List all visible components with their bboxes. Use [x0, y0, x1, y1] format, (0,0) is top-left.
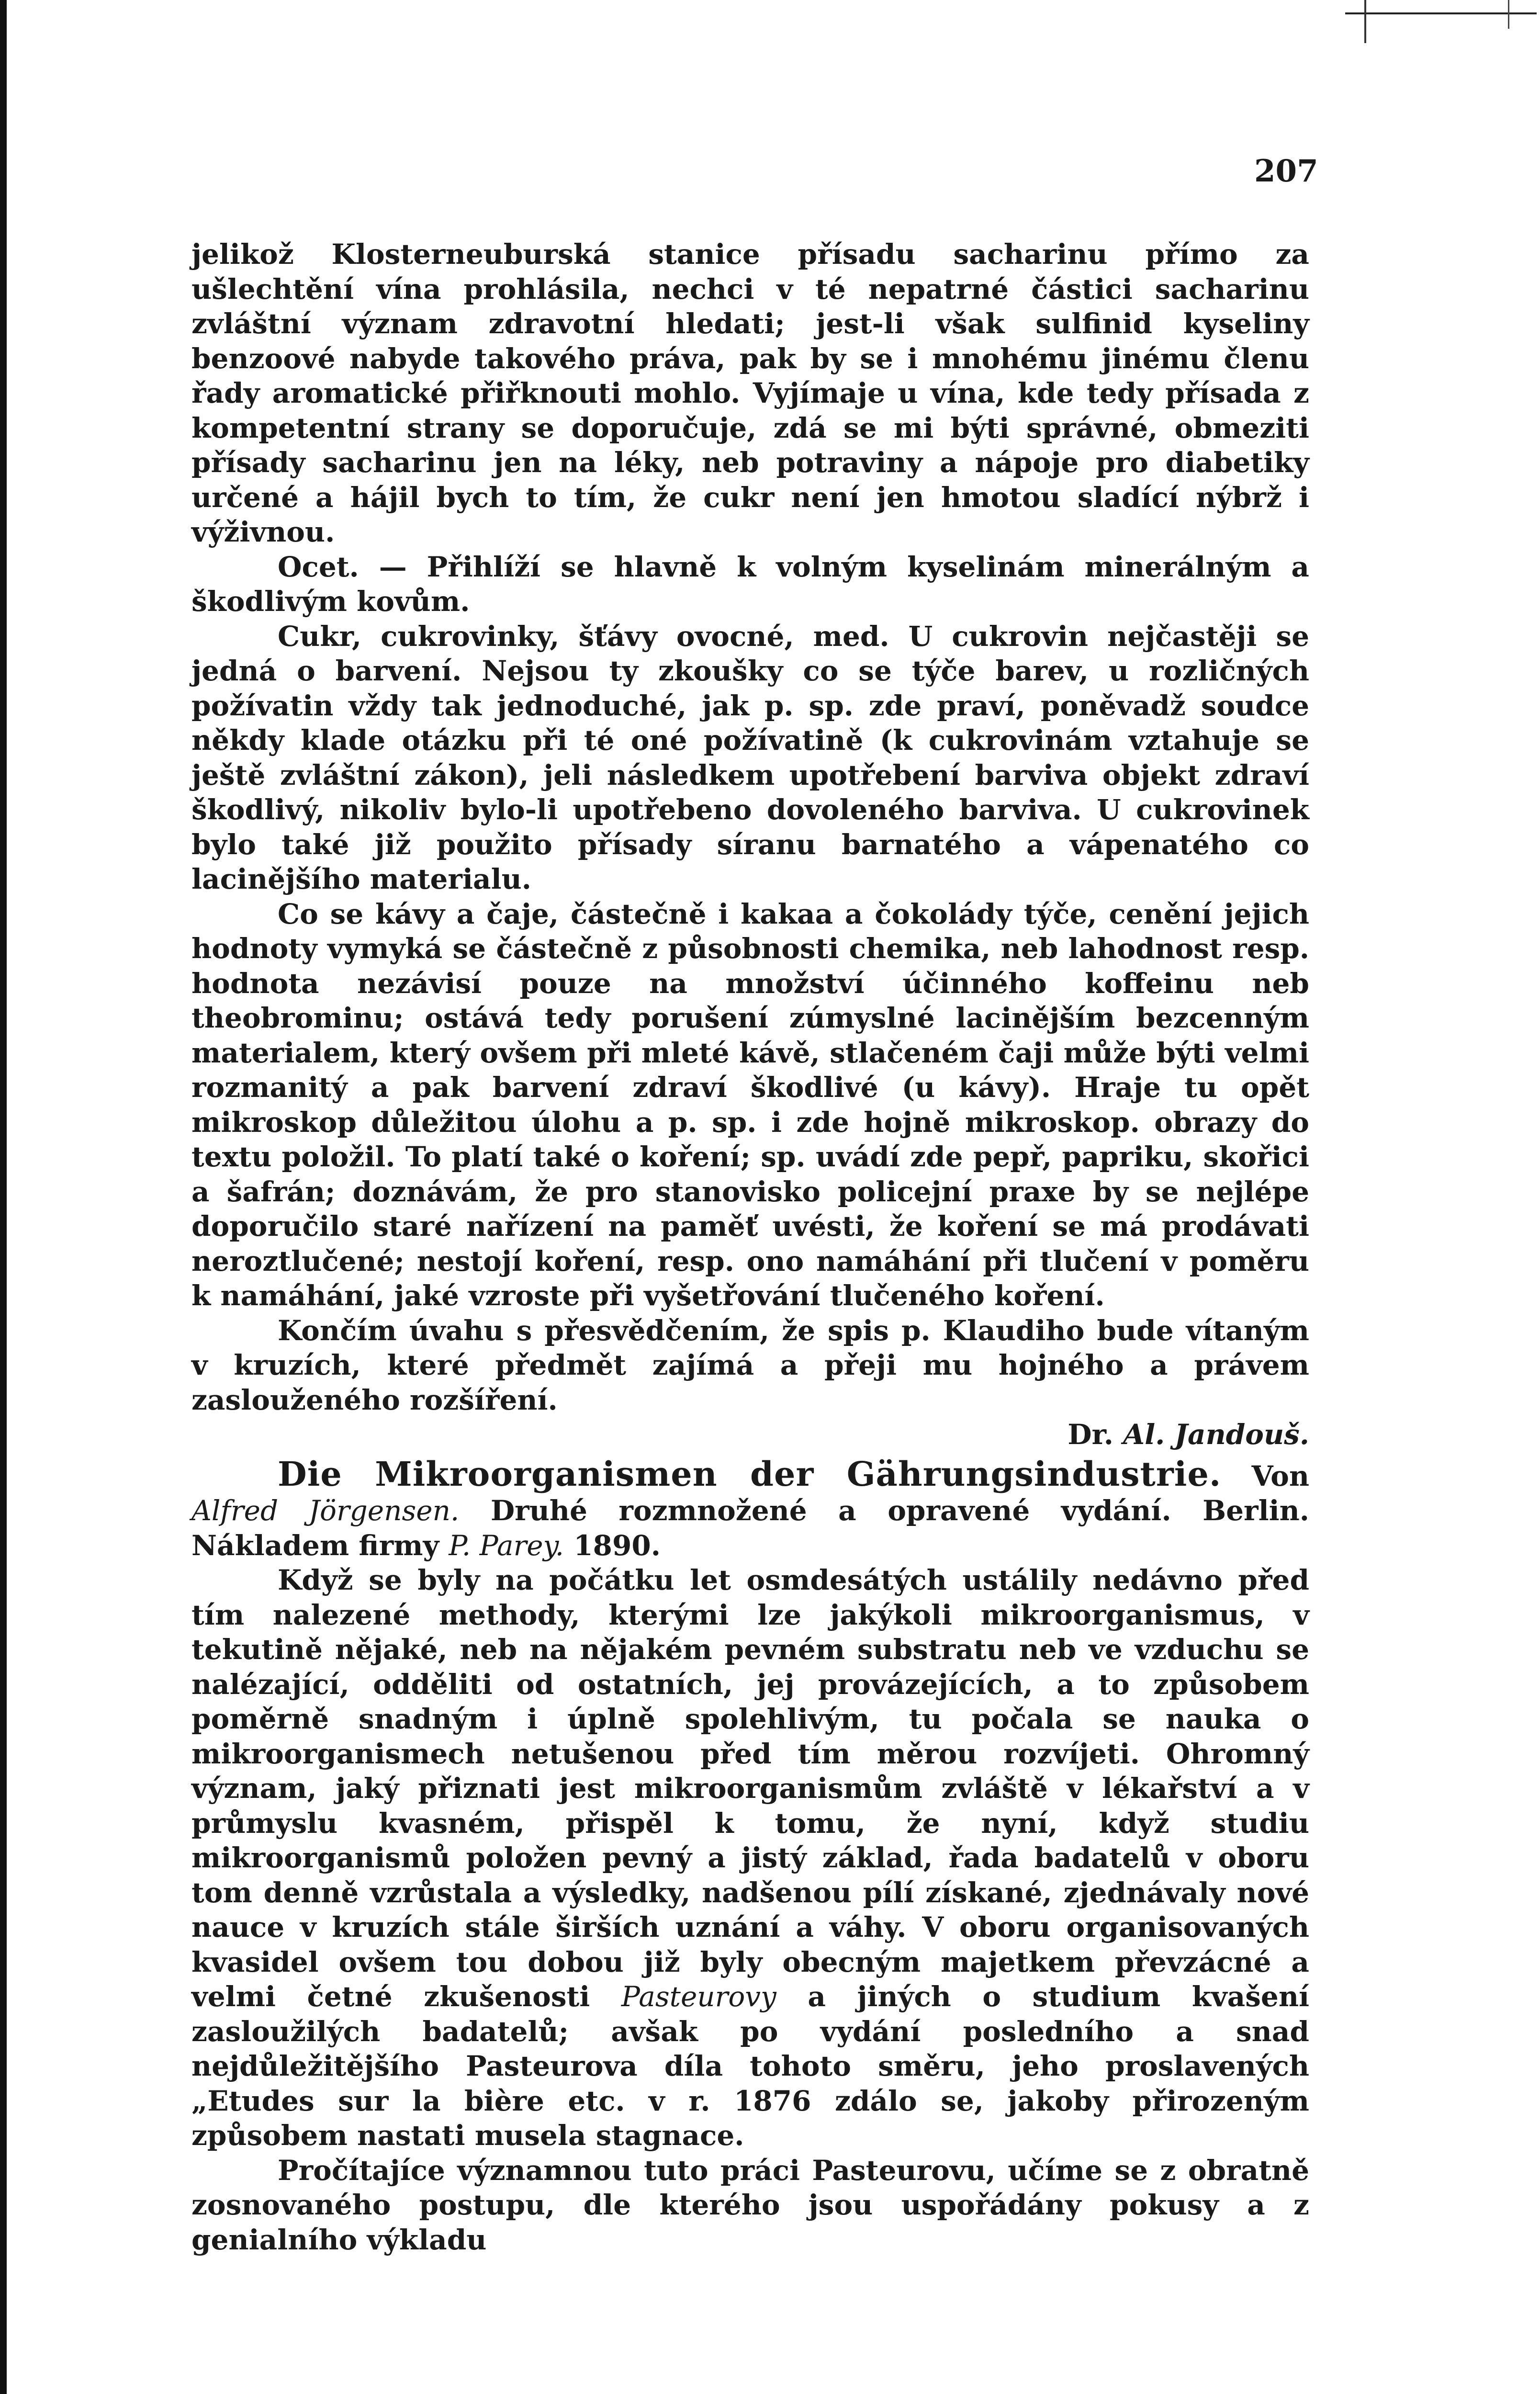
review-by: Von [1251, 1459, 1309, 1492]
review-publisher: P. Parey. [449, 1529, 564, 1562]
scan-corner-mark [1364, 0, 1366, 43]
review-year: 1890. [573, 1529, 661, 1562]
signature [191, 1417, 1309, 1452]
page-number: 207 [1254, 153, 1318, 189]
signature-name: Al. Jandouš. [1123, 1418, 1309, 1451]
paragraph-text: Když se byly na počátku let osmdesátých ustálily nedávno před tím nalezené methody, kterými lze jakýkoli mikroorganismus, v tekutině nějaké, neb na nějakém pevném substratu neb ve vzduchu se nalézající, odděliti od ostatních, jej provázejících, a to způsobem poměrně snadným i úplně spolehlivým, tu počala se nauka o mikroorganismech netušenou před tím měrou rozvíjeti. Ohromný význam, jaký přiznati jest mikroorganismům zvláště v lékařství a v průmyslu kvasném, přispěl k tomu, že nyní, když studiu mikroorganismů položen pevný a jistý základ, řada badatelů v oboru tom denně vzrůstala a výsledky, nadšenou pílí získané, zjednávaly nové nauce v kruzích stále širších uznání a váhy. V oboru organisovaných kvasidel ovšem tou dobou již byly obecným majetkem převzácné a velmi četné zkušenosti [191, 1564, 1309, 2013]
paragraph: Ocet. — Přihlíží se hlavně k volným kyselinám minerálným a škodlivým kovům. [191, 550, 1309, 618]
paragraph-emphasis: Pasteurovy [621, 1980, 776, 2013]
scan-corner-mark [1508, 0, 1509, 29]
paragraph: Pročítajíce významnou tuto práci Pasteurovu, učíme se z obratně zosnovaného postupu, dle kterého jsou uspořádány pokusy a z genialního výkladu [191, 2154, 1309, 2256]
paragraph: jelikož Klosterneuburská stanice přísadu sacharinu přímo za ušlechtění vína prohlásila, nechci v té nepatrné částici sacharinu zvláštní význam zdravotní hledati; jest-li však sulfinid kyseliny benzoové nabyde takového práva, pak by se i mnohému jinému členu řady aromatické přiřknouti mohlo. Vyjímaje u vína, kde tedy přísada z kompetentní strany se doporučuje, zdá se mi býti správné, obmeziti přísady sacharinu jen na léky, neb potraviny a nápoje pro diabetiky určené a hájil bych to tím, že cukr není jen hmotou sladící nýbrž i výživnou. [191, 238, 1309, 548]
review-author: Alfred Jörgensen. [191, 1494, 460, 1527]
review-heading [191, 1454, 1310, 1563]
paragraph [191, 1563, 1309, 2153]
signature-prefix: Dr. [1068, 1418, 1113, 1451]
paragraph: Co se kávy a čaje, částečně i kakaa a čokolády týče, cenění jejich hodnoty vymyká se částečně z působnosti chemika, neb lahodnost resp. hodnota nezávisí pouze na množství účinného koffeinu neb theobrominu; ostává tedy porušení zúmyslné lacinějším bezcenným materialem, který ovšem při mleté kávě, stlačeném čaji může býti velmi rozmanitý a pak barvení zdraví škodlivé (u kávy). Hraje tu opět mikroskop důležitou úlohu a p. sp. i zde hojně mikroskop. obrazy do textu položil. To platí také o koření; sp. uvádí zde pepř, papriku, skořici a šafrán; doznávám, že pro stanovisko policejní praxe by se nejlépe doporučilo staré nařízení na paměť uvésti, že koření se má prodávati neroztlučené; nestojí koření, resp. ono namáhání při tlučení v poměru k namáhání, jaké vzroste při vyšetřování tlučeného koření. [191, 897, 1309, 1312]
paragraph-text: a jiných o studium kvašení zasloužilých badatelů; avšak po vydání posledního a snad nejdůležitějšího Pasteurova díla tohoto směru, jeho proslavených „Etudes sur la bière etc. v r. 1876 zdálo se, jakoby přirozeným způsobem nastati musela stagnace. [191, 1980, 1310, 2152]
paragraph: Končím úvahu s přesvědčením, že spis p. Klaudiho bude vítaným v kruzích, které předmět zajímá a přeji mu hojného a právem zaslouženého rozšíření. [191, 1314, 1309, 1416]
review-title: Die Mikroorganismen der Gährungsindustrie. [278, 1454, 1222, 1494]
article-body [191, 237, 1309, 2257]
review-edition: Druhé rozmnožené a opravené vydání. Berlin. Nákladem firmy [191, 1494, 1310, 1562]
scan-left-edge [0, 0, 7, 2394]
paragraph: Cukr, cukrovinky, šťávy ovocné, med. U cukrovin nejčastěji se jedná o barvení. Nejsou ty zkoušky co se týče barev, u rozličných požívatin vždy tak jednoduché, jak p. sp. zde praví, poněvadž soudce někdy klade otázku při té oné požívatině (k cukrovinám vztahuje se ještě zvláštní zákon), jeli následkem upotřebení barviva objekt zdraví škodlivý, nikoliv bylo-li upotřebeno dovoleného barviva. U cukrovinek bylo také již použito přísady síranu barnatého a vápenatého co lacinějšího materialu. [191, 620, 1309, 895]
